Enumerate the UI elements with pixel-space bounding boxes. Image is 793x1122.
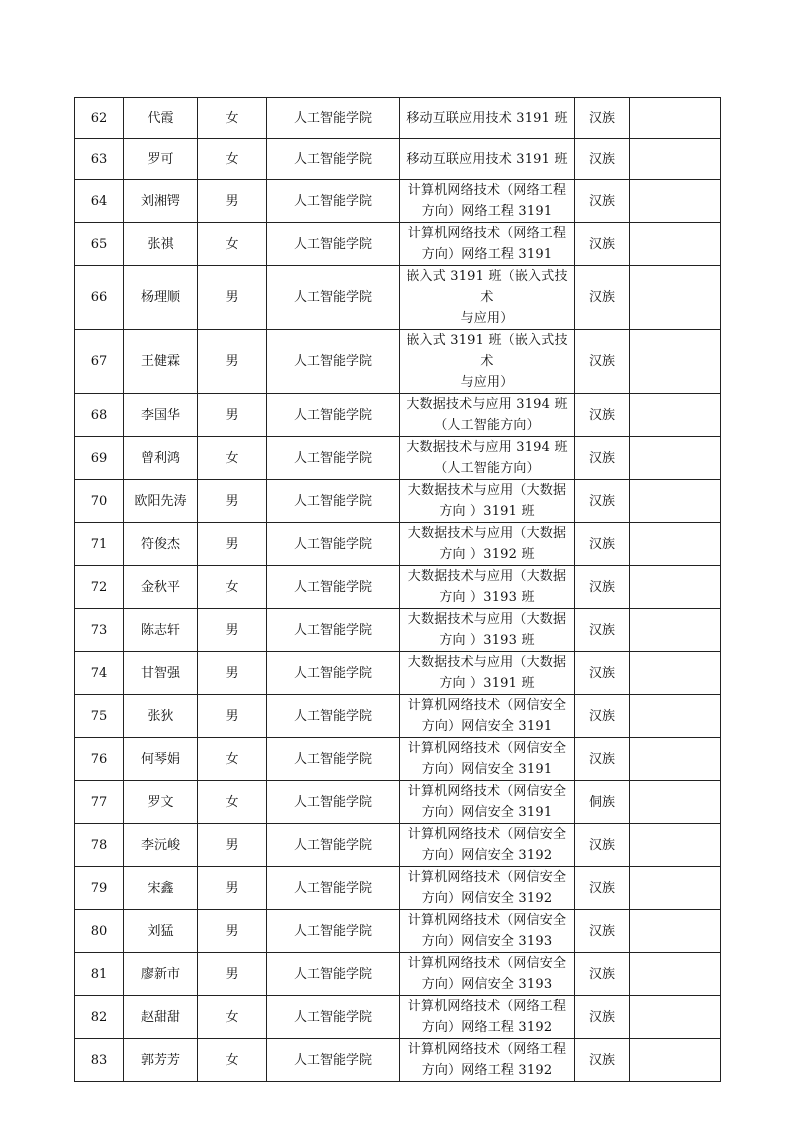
college-cell: 人工智能学院 <box>267 652 400 695</box>
gender-cell: 男 <box>198 910 267 953</box>
roster-body <box>75 98 721 1082</box>
college-cell: 人工智能学院 <box>267 695 400 738</box>
class-cell: 计算机网络技术（网络工程 方向）网络工程 3192 <box>400 996 575 1039</box>
note-cell <box>630 480 721 523</box>
row-number-cell: 66 <box>75 266 124 330</box>
row-number-cell: 63 <box>75 139 124 180</box>
college-cell: 人工智能学院 <box>267 437 400 480</box>
gender-cell: 女 <box>198 437 267 480</box>
table-row <box>75 824 721 867</box>
student-name-cell: 王健霖 <box>124 330 198 394</box>
row-number-cell: 69 <box>75 437 124 480</box>
note-cell <box>630 566 721 609</box>
note-cell <box>630 437 721 480</box>
table-row <box>75 867 721 910</box>
ethnicity-cell: 汉族 <box>575 139 630 180</box>
note-cell <box>630 98 721 139</box>
class-cell: 移动互联应用技术 3191 班 <box>400 98 575 139</box>
class-cell: 计算机网络技术（网信安全 方向）网信安全 3191 <box>400 738 575 781</box>
student-name-cell: 刘湘锷 <box>124 180 198 223</box>
class-cell: 计算机网络技术（网信安全 方向）网信安全 3192 <box>400 824 575 867</box>
note-cell <box>630 394 721 437</box>
row-number-cell: 73 <box>75 609 124 652</box>
gender-cell: 男 <box>198 695 267 738</box>
gender-cell: 男 <box>198 867 267 910</box>
class-cell: 计算机网络技术（网络工程 方向）网络工程 3192 <box>400 1039 575 1082</box>
student-name-cell: 赵甜甜 <box>124 996 198 1039</box>
row-number-cell: 70 <box>75 480 124 523</box>
student-name-cell: 廖新市 <box>124 953 198 996</box>
college-cell: 人工智能学院 <box>267 1039 400 1082</box>
class-cell: 计算机网络技术（网信安全 方向）网信安全 3192 <box>400 867 575 910</box>
student-name-cell: 张狄 <box>124 695 198 738</box>
ethnicity-cell: 汉族 <box>575 1039 630 1082</box>
ethnicity-cell: 汉族 <box>575 180 630 223</box>
gender-cell: 女 <box>198 98 267 139</box>
row-number-cell: 78 <box>75 824 124 867</box>
table-row <box>75 1039 721 1082</box>
student-name-cell: 李国华 <box>124 394 198 437</box>
ethnicity-cell: 汉族 <box>575 824 630 867</box>
college-cell: 人工智能学院 <box>267 824 400 867</box>
table-row <box>75 480 721 523</box>
row-number-cell: 79 <box>75 867 124 910</box>
ethnicity-cell: 汉族 <box>575 953 630 996</box>
college-cell: 人工智能学院 <box>267 266 400 330</box>
gender-cell: 男 <box>198 652 267 695</box>
ethnicity-cell: 汉族 <box>575 738 630 781</box>
note-cell <box>630 1039 721 1082</box>
table-row <box>75 394 721 437</box>
note-cell <box>630 738 721 781</box>
note-cell <box>630 695 721 738</box>
row-number-cell: 65 <box>75 223 124 266</box>
college-cell: 人工智能学院 <box>267 523 400 566</box>
ethnicity-cell: 汉族 <box>575 566 630 609</box>
student-name-cell: 罗文 <box>124 781 198 824</box>
class-cell: 计算机网络技术（网信安全 方向）网信安全 3191 <box>400 695 575 738</box>
table-row <box>75 266 721 330</box>
table-row <box>75 609 721 652</box>
row-number-cell: 71 <box>75 523 124 566</box>
class-cell: 嵌入式 3191 班（嵌入式技术 与应用） <box>400 266 575 330</box>
student-name-cell: 刘猛 <box>124 910 198 953</box>
ethnicity-cell: 汉族 <box>575 394 630 437</box>
student-name-cell: 李沅峻 <box>124 824 198 867</box>
college-cell: 人工智能学院 <box>267 781 400 824</box>
row-number-cell: 77 <box>75 781 124 824</box>
table-row <box>75 98 721 139</box>
gender-cell: 男 <box>198 523 267 566</box>
class-cell: 计算机网络技术（网络工程 方向）网络工程 3191 <box>400 223 575 266</box>
row-number-cell: 83 <box>75 1039 124 1082</box>
gender-cell: 男 <box>198 266 267 330</box>
gender-cell: 女 <box>198 223 267 266</box>
college-cell: 人工智能学院 <box>267 139 400 180</box>
ethnicity-cell: 汉族 <box>575 480 630 523</box>
student-name-cell: 杨理顺 <box>124 266 198 330</box>
table-row <box>75 330 721 394</box>
student-name-cell: 甘智强 <box>124 652 198 695</box>
ethnicity-cell: 汉族 <box>575 437 630 480</box>
ethnicity-cell: 汉族 <box>575 223 630 266</box>
class-cell: 计算机网络技术（网信安全 方向）网信安全 3191 <box>400 781 575 824</box>
table-row <box>75 180 721 223</box>
note-cell <box>630 910 721 953</box>
gender-cell: 女 <box>198 566 267 609</box>
gender-cell: 男 <box>198 394 267 437</box>
row-number-cell: 62 <box>75 98 124 139</box>
college-cell: 人工智能学院 <box>267 566 400 609</box>
table-row <box>75 652 721 695</box>
gender-cell: 女 <box>198 1039 267 1082</box>
table-row <box>75 437 721 480</box>
note-cell <box>630 523 721 566</box>
table-row <box>75 996 721 1039</box>
row-number-cell: 82 <box>75 996 124 1039</box>
table-row <box>75 781 721 824</box>
note-cell <box>630 824 721 867</box>
class-cell: 大数据技术与应用（大数据 方向 ）3193 班 <box>400 609 575 652</box>
gender-cell: 男 <box>198 824 267 867</box>
student-name-cell: 金秋平 <box>124 566 198 609</box>
note-cell <box>630 609 721 652</box>
class-cell: 计算机网络技术（网信安全 方向）网信安全 3193 <box>400 953 575 996</box>
note-cell <box>630 996 721 1039</box>
gender-cell: 女 <box>198 996 267 1039</box>
table-row <box>75 139 721 180</box>
ethnicity-cell: 汉族 <box>575 867 630 910</box>
college-cell: 人工智能学院 <box>267 394 400 437</box>
class-cell: 大数据技术与应用 3194 班 （人工智能方向） <box>400 394 575 437</box>
college-cell: 人工智能学院 <box>267 480 400 523</box>
ethnicity-cell: 汉族 <box>575 98 630 139</box>
ethnicity-cell: 汉族 <box>575 910 630 953</box>
college-cell: 人工智能学院 <box>267 867 400 910</box>
class-cell: 大数据技术与应用（大数据 方向 ）3193 班 <box>400 566 575 609</box>
class-cell: 嵌入式 3191 班（嵌入式技术 与应用） <box>400 330 575 394</box>
row-number-cell: 74 <box>75 652 124 695</box>
college-cell: 人工智能学院 <box>267 223 400 266</box>
row-number-cell: 64 <box>75 180 124 223</box>
student-name-cell: 曾利鸿 <box>124 437 198 480</box>
table-row <box>75 566 721 609</box>
note-cell <box>630 180 721 223</box>
gender-cell: 男 <box>198 180 267 223</box>
note-cell <box>630 330 721 394</box>
ethnicity-cell: 汉族 <box>575 523 630 566</box>
college-cell: 人工智能学院 <box>267 180 400 223</box>
row-number-cell: 76 <box>75 738 124 781</box>
ethnicity-cell: 汉族 <box>575 695 630 738</box>
college-cell: 人工智能学院 <box>267 330 400 394</box>
gender-cell: 男 <box>198 953 267 996</box>
ethnicity-cell: 汉族 <box>575 330 630 394</box>
student-name-cell: 罗可 <box>124 139 198 180</box>
class-cell: 计算机网络技术（网信安全 方向）网信安全 3193 <box>400 910 575 953</box>
note-cell <box>630 652 721 695</box>
row-number-cell: 80 <box>75 910 124 953</box>
note-cell <box>630 953 721 996</box>
class-cell: 大数据技术与应用（大数据 方向 ）3191 班 <box>400 480 575 523</box>
class-cell: 大数据技术与应用 3194 班 （人工智能方向） <box>400 437 575 480</box>
student-roster-table <box>74 97 721 1082</box>
student-name-cell: 何琴娟 <box>124 738 198 781</box>
table-row <box>75 223 721 266</box>
ethnicity-cell: 侗族 <box>575 781 630 824</box>
ethnicity-cell: 汉族 <box>575 652 630 695</box>
gender-cell: 女 <box>198 781 267 824</box>
student-name-cell: 张祺 <box>124 223 198 266</box>
gender-cell: 男 <box>198 480 267 523</box>
ethnicity-cell: 汉族 <box>575 996 630 1039</box>
college-cell: 人工智能学院 <box>267 996 400 1039</box>
student-name-cell: 欧阳先涛 <box>124 480 198 523</box>
gender-cell: 男 <box>198 609 267 652</box>
gender-cell: 女 <box>198 738 267 781</box>
ethnicity-cell: 汉族 <box>575 609 630 652</box>
note-cell <box>630 223 721 266</box>
table-row <box>75 738 721 781</box>
college-cell: 人工智能学院 <box>267 910 400 953</box>
student-name-cell: 符俊杰 <box>124 523 198 566</box>
table-row <box>75 523 721 566</box>
gender-cell: 男 <box>198 330 267 394</box>
class-cell: 移动互联应用技术 3191 班 <box>400 139 575 180</box>
table-row <box>75 695 721 738</box>
college-cell: 人工智能学院 <box>267 738 400 781</box>
table-row <box>75 953 721 996</box>
college-cell: 人工智能学院 <box>267 609 400 652</box>
note-cell <box>630 867 721 910</box>
student-name-cell: 郭芳芳 <box>124 1039 198 1082</box>
note-cell <box>630 266 721 330</box>
row-number-cell: 67 <box>75 330 124 394</box>
ethnicity-cell: 汉族 <box>575 266 630 330</box>
row-number-cell: 72 <box>75 566 124 609</box>
student-name-cell: 代霞 <box>124 98 198 139</box>
class-cell: 计算机网络技术（网络工程 方向）网络工程 3191 <box>400 180 575 223</box>
row-number-cell: 68 <box>75 394 124 437</box>
row-number-cell: 81 <box>75 953 124 996</box>
note-cell <box>630 139 721 180</box>
student-name-cell: 陈志轩 <box>124 609 198 652</box>
gender-cell: 女 <box>198 139 267 180</box>
note-cell <box>630 781 721 824</box>
college-cell: 人工智能学院 <box>267 98 400 139</box>
row-number-cell: 75 <box>75 695 124 738</box>
college-cell: 人工智能学院 <box>267 953 400 996</box>
student-name-cell: 宋鑫 <box>124 867 198 910</box>
table-row <box>75 910 721 953</box>
class-cell: 大数据技术与应用（大数据 方向 ）3191 班 <box>400 652 575 695</box>
class-cell: 大数据技术与应用（大数据 方向 ）3192 班 <box>400 523 575 566</box>
